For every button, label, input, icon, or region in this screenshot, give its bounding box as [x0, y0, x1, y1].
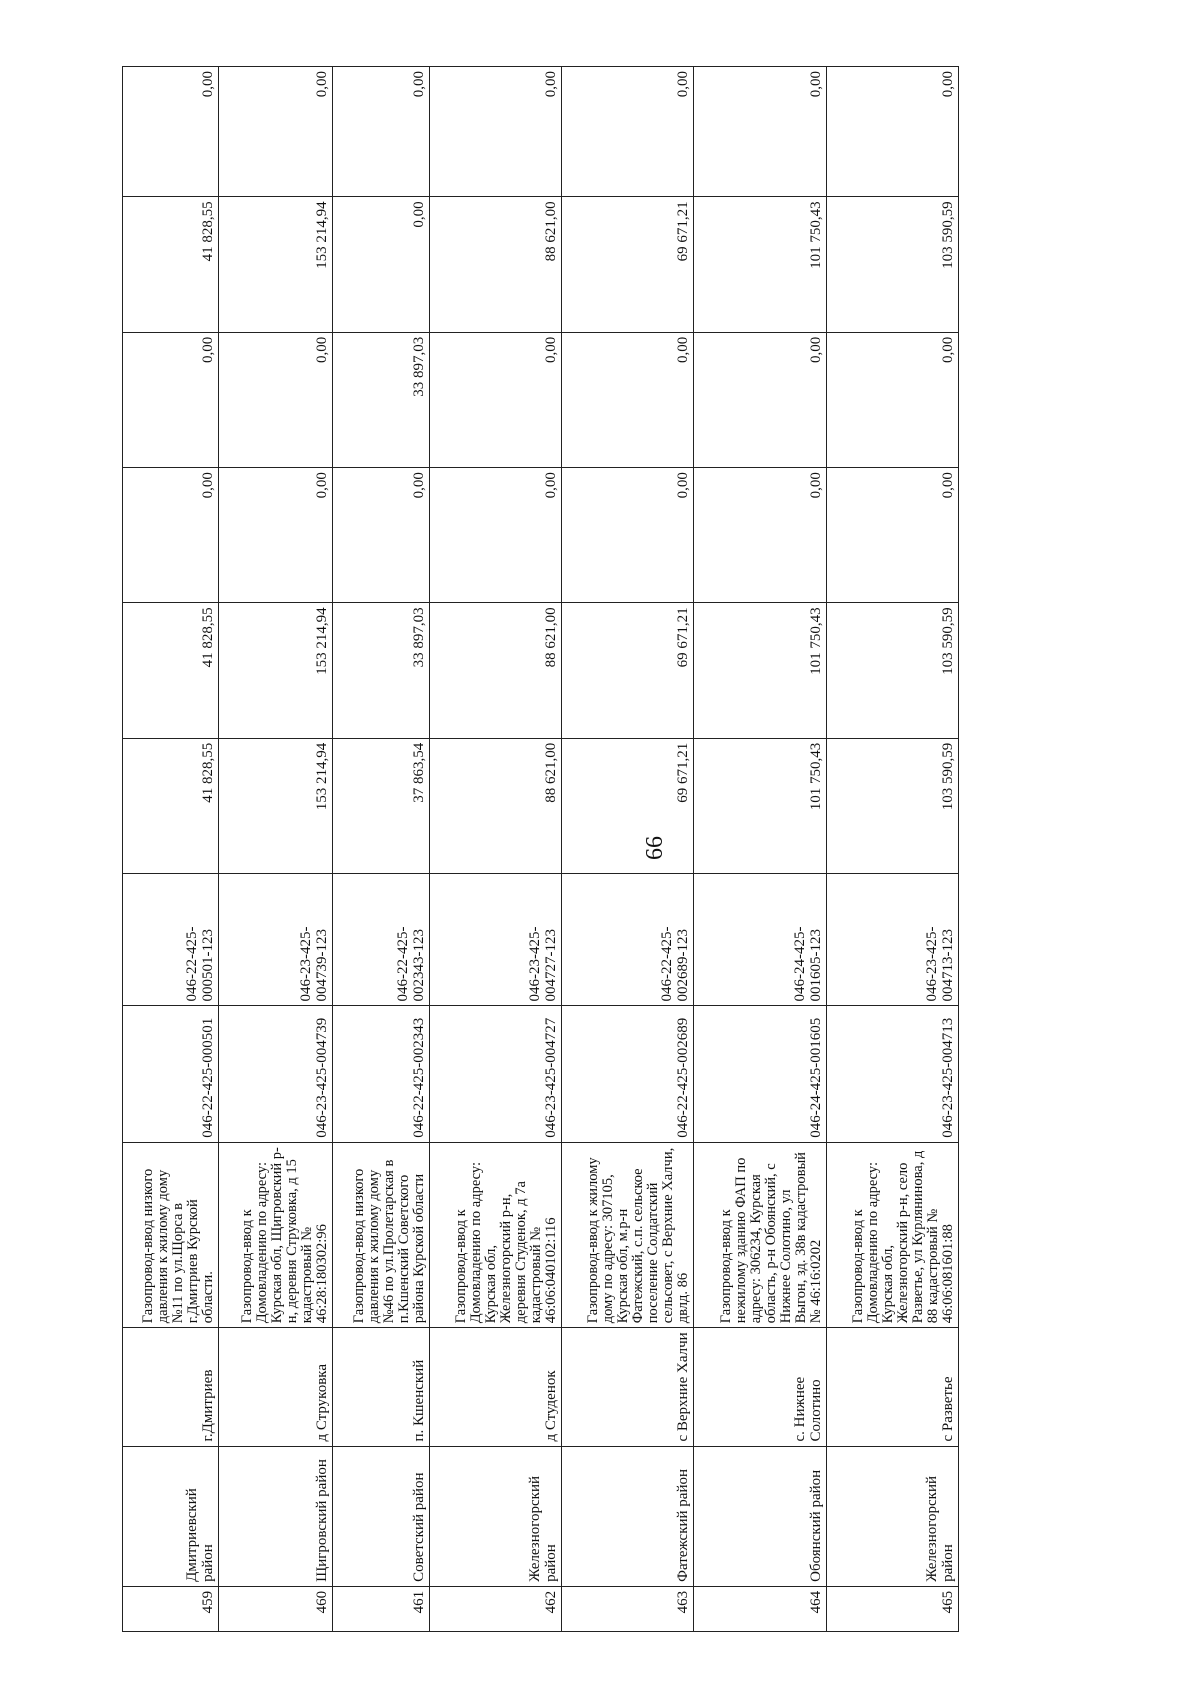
value-cell-4: 0,00 [219, 332, 333, 467]
rotated-table-wrapper [122, 66, 959, 1632]
value-cell-3: 0,00 [826, 468, 958, 603]
locality-cell: д Студенок [429, 1328, 561, 1446]
value-cell-6: 0,00 [333, 67, 429, 197]
value-cell-5: 41 828,55 [123, 197, 219, 332]
value-cell-4: 0,00 [694, 332, 826, 467]
table-row [429, 67, 561, 1632]
value-cell-6: 0,00 [694, 67, 826, 197]
table-row [694, 67, 826, 1632]
value-cell-2: 33 897,03 [333, 603, 429, 738]
reference-code-cell: 046-24-425-001605-123 [694, 874, 826, 1006]
value-cell-1: 37 863,54 [333, 738, 429, 873]
value-cell-5: 88 621,00 [429, 197, 561, 332]
value-cell-3: 0,00 [333, 468, 429, 603]
value-cell-2: 153 214,94 [219, 603, 333, 738]
row-number: 460 [219, 1586, 333, 1631]
object-code-cell: 046-24-425-001605 [694, 1006, 826, 1142]
value-cell-4: 0,00 [123, 332, 219, 467]
locality-cell: г.Дмитриев [123, 1328, 219, 1446]
reference-code-cell: 046-23-425-004713-123 [826, 874, 958, 1006]
object-code-cell: 046-22-425-002343 [333, 1006, 429, 1142]
district-cell: Железногорский район [826, 1446, 958, 1586]
value-cell-4: 0,00 [562, 332, 694, 467]
object-code-cell: 046-23-425-004713 [826, 1006, 958, 1142]
row-number: 462 [429, 1586, 561, 1631]
value-cell-6: 0,00 [826, 67, 958, 197]
row-number: 461 [333, 1586, 429, 1631]
object-code-cell: 046-22-425-000501 [123, 1006, 219, 1142]
value-cell-2: 101 750,43 [694, 603, 826, 738]
value-cell-1: 69 671,21 [562, 738, 694, 873]
object-code-cell: 046-23-425-004739 [219, 1006, 333, 1142]
value-cell-1: 41 828,55 [123, 738, 219, 873]
district-cell: Щигровский район [219, 1446, 333, 1586]
value-cell-4: 0,00 [826, 332, 958, 467]
value-cell-3: 0,00 [123, 468, 219, 603]
value-cell-5: 153 214,94 [219, 197, 333, 332]
table-row [219, 67, 333, 1632]
reference-code-cell: 046-22-425-002343-123 [333, 874, 429, 1006]
district-cell: Советский район [333, 1446, 429, 1586]
description-cell: Газопровод-ввод к Домовладению по адресу: Курская обл, Щигровский р-н, деревня Струковка, д 15 кадастровый № 46:28:180302:96 [219, 1142, 333, 1327]
reference-code-cell: 046-23-425-004739-123 [219, 874, 333, 1006]
value-cell-6: 0,00 [429, 67, 561, 197]
object-code-cell: 046-23-425-004727 [429, 1006, 561, 1142]
value-cell-1: 103 590,59 [826, 738, 958, 873]
value-cell-3: 0,00 [429, 468, 561, 603]
locality-cell: с Верхние Халчи [562, 1328, 694, 1446]
description-cell: Газопровод-ввод к жилому дому по адресу: 307105, Курская обл, м.р-н Фатежский, с.п. сельское поселение Солдатский сельсовет, с Верхние Халчи, двлд. 86 [562, 1142, 694, 1327]
description-cell: Газопровод-ввод к Домовладению по адресу: Курская обл, Железногорский р-н, деревня Студенок, д 7а кадастровый № 46:06:040102:116 [429, 1142, 561, 1327]
district-cell: Фатежский район [562, 1446, 694, 1586]
reference-code-cell: 046-23-425-004727-123 [429, 874, 561, 1006]
table-row [123, 67, 219, 1632]
value-cell-5: 103 590,59 [826, 197, 958, 332]
value-cell-4: 33 897,03 [333, 332, 429, 467]
description-cell: Газопровод-ввод к Домовладению по адресу: Курская обл, Железногорский р-н, село Разветье, ул Курлянинова, д 88 кадастровый № 46:06:081601:88 [826, 1142, 958, 1327]
value-cell-2: 88 621,00 [429, 603, 561, 738]
value-cell-6: 0,00 [123, 67, 219, 197]
value-cell-4: 0,00 [429, 332, 561, 467]
value-cell-5: 101 750,43 [694, 197, 826, 332]
value-cell-3: 0,00 [562, 468, 694, 603]
description-cell: Газопровод-ввод низкого давления к жилому дому №46 по ул.Пролетарская в п.Кшенский Советского района Курской области [333, 1142, 429, 1327]
value-cell-3: 0,00 [694, 468, 826, 603]
table-row [826, 67, 958, 1632]
table-row [333, 67, 429, 1632]
locality-cell: п. Кшенский [333, 1328, 429, 1446]
value-cell-1: 153 214,94 [219, 738, 333, 873]
value-cell-5: 0,00 [333, 197, 429, 332]
locality-cell: с. Нижнее Солотино [694, 1328, 826, 1446]
value-cell-6: 0,00 [219, 67, 333, 197]
object-code-cell: 046-22-425-002689 [562, 1006, 694, 1142]
reference-code-cell: 046-22-425-002689-123 [562, 874, 694, 1006]
value-cell-2: 69 671,21 [562, 603, 694, 738]
locality-cell: д Струковка [219, 1328, 333, 1446]
reference-code-cell: 046-22-425-000501-123 [123, 874, 219, 1006]
value-cell-5: 69 671,21 [562, 197, 694, 332]
description-cell: Газопровод-ввод к нежилому зданию ФАП по адресу: 306234, Курская область, р-н Обоянский, с Нижнее Солотино, ул Выгон, зд. 38в кадастровый № 46:16:0202 [694, 1142, 826, 1327]
gas-pipeline-table [122, 66, 959, 1632]
value-cell-3: 0,00 [219, 468, 333, 603]
value-cell-2: 41 828,55 [123, 603, 219, 738]
district-cell: Железногорский район [429, 1446, 561, 1586]
row-number: 464 [694, 1586, 826, 1631]
district-cell: Обоянский район [694, 1446, 826, 1586]
table-row [562, 67, 694, 1632]
page-number: 66 [642, 836, 668, 860]
row-number: 459 [123, 1586, 219, 1631]
value-cell-6: 0,00 [562, 67, 694, 197]
district-cell: Дмитриевский район [123, 1446, 219, 1586]
row-number: 463 [562, 1586, 694, 1631]
locality-cell: с Разветье [826, 1328, 958, 1446]
value-cell-1: 88 621,00 [429, 738, 561, 873]
value-cell-1: 101 750,43 [694, 738, 826, 873]
row-number: 465 [826, 1586, 958, 1631]
value-cell-2: 103 590,59 [826, 603, 958, 738]
description-cell: Газопровод-ввод низкого давления к жилому дому №11 по ул.Щорса в г.Дмитриев Курской области. [123, 1142, 219, 1327]
